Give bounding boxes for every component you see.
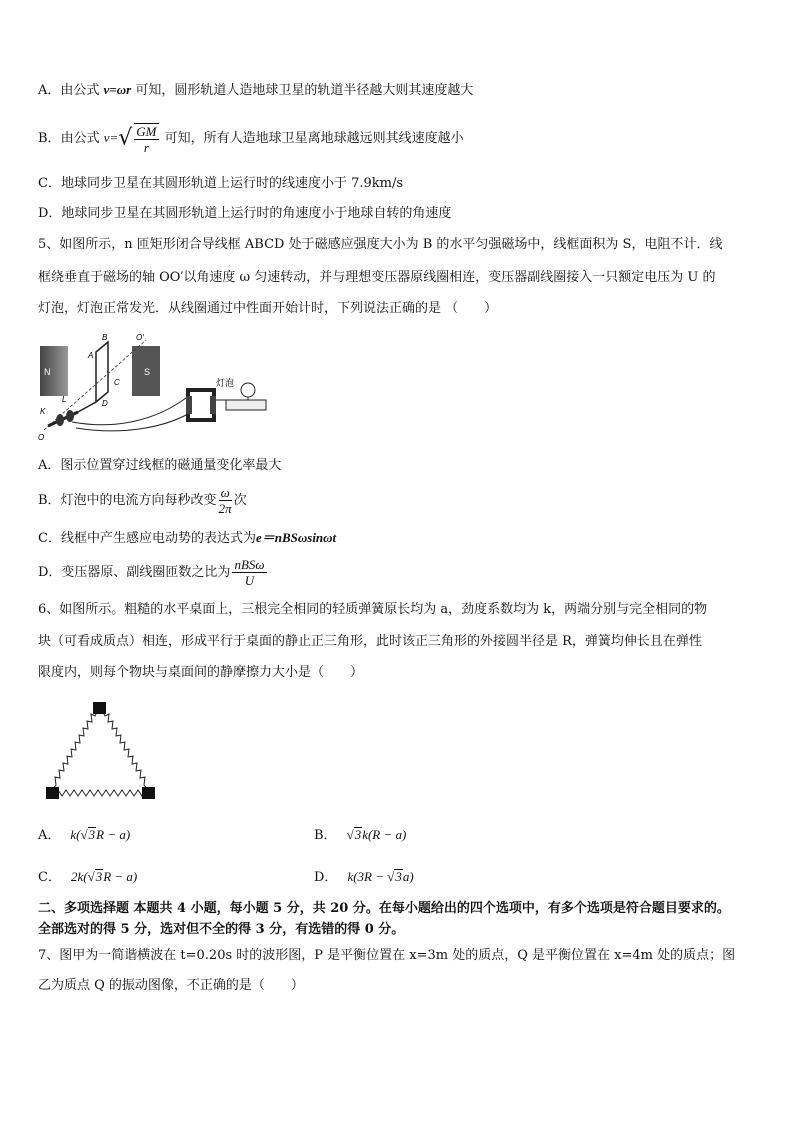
svg-text:D: D bbox=[102, 399, 108, 408]
section2-heading-line2: 全部选对的得 5 分，选对但不全的得 3 分，有选错的得 0 分。 bbox=[38, 922, 405, 937]
generator-figure bbox=[36, 330, 272, 445]
fraction-nbsw-u: $\frac{\text{nBSω}}{U}$ bbox=[234, 557, 265, 588]
svg-text:K: K bbox=[40, 407, 46, 416]
q6-stem-line2: 块（可看成质点）相连，形成平行于桌面的静止正三角形，此时该正三角形的外接圆半径是 R，弹簧均伸长且在弹性 bbox=[38, 634, 702, 649]
q5-option-d: D．变压器原、副线圈匝数之比为 $\frac{\text{nBSω}}{U}$ bbox=[38, 557, 265, 588]
block-top bbox=[93, 702, 106, 714]
q6-option-a: A． k(√3R − a) bbox=[38, 827, 131, 843]
spring-left bbox=[52, 710, 98, 790]
svg-text:L: L bbox=[62, 395, 67, 404]
q5-stem-line3: 灯泡，灯泡正常发光．从线圈通过中性面开始计时，下列说法正确的是 （ ） bbox=[38, 301, 498, 316]
q4-option-c: C．地球同步卫星在其圆形轨道上运行时的线速度小于 7.9km/s bbox=[38, 176, 404, 191]
q6-option-b: B． √3k(R − a) bbox=[314, 827, 407, 843]
formula-gm-over-r: $\frac{GM}{r}$ bbox=[136, 123, 157, 155]
q5-stem-line1: 5、如图所示，n 匝矩形闭合导线框 ABCD 处于磁感应强度大小为 B 的水平匀强磁场中，线框面积为 S，电阻不计．线 bbox=[38, 237, 723, 252]
q5-option-c: C．线框中产生感应电动势的表达式为e＝nBSωsinωt bbox=[38, 530, 337, 546]
label-s: S bbox=[144, 367, 151, 377]
q4-option-b: B．由公式 v=√ $\frac{GM}{r}$ 可知，所有人造地球卫星离地球越远则其线速度越小 bbox=[38, 123, 464, 155]
q6-stem-line1: 6、如图所示。粗糙的水平桌面上，三根完全相同的轻质弹簧原长均为 a，劲度系数均为 k，两端分别与完全相同的物 bbox=[38, 602, 708, 617]
q6-option-c: C． 2k(√3R − a) bbox=[38, 869, 138, 885]
spring-bottom bbox=[54, 790, 146, 796]
coil-frame bbox=[96, 342, 108, 402]
bulb-base bbox=[226, 400, 266, 410]
label-n: N bbox=[44, 367, 51, 377]
spring-right bbox=[102, 710, 148, 790]
fraction-omega-2pi: $\frac{\omega}{2\pi}$ bbox=[218, 485, 232, 516]
q6-stem-line3: 限度内，则每个物块与桌面间的静摩擦力大小是（ ） bbox=[38, 665, 364, 680]
svg-text:O′: O′ bbox=[136, 333, 144, 342]
q6-option-d: D． k(3R − √3a) bbox=[314, 869, 414, 885]
formula-v-omega-r: v=ωr bbox=[103, 82, 132, 97]
q4-option-d: D．地球同步卫星在其圆形轨道上运行时的角速度小于地球自转的角速度 bbox=[38, 206, 452, 221]
block-left bbox=[46, 787, 59, 799]
q7-stem-line1: 7、图甲为一简谐横波在 t=0.20s 时的波形图，P 是平衡位置在 x=3m 处的质点，Q 是平衡位置在 x=4m 处的质点；图 bbox=[38, 948, 736, 963]
bulb-icon bbox=[241, 383, 255, 397]
svg-text:O: O bbox=[38, 433, 45, 442]
block-right bbox=[142, 787, 155, 799]
label-bulb: 灯泡 bbox=[216, 378, 235, 388]
q5-stem-line2: 框绕垂直于磁场的轴 OO′以角速度 ω 匀速转动，并与理想变压器原线圈相连，变压器副线圈接入一只额定电压为 U 的 bbox=[38, 270, 716, 285]
svg-text:A: A bbox=[88, 351, 94, 360]
svg-text:B: B bbox=[102, 333, 108, 342]
svg-text:C: C bbox=[114, 378, 120, 387]
q7-stem-line2: 乙为质点 Q 的振动图像，不正确的是（ ） bbox=[38, 978, 304, 993]
q5-option-a: A．图示位置穿过线框的磁通量变化率最大 bbox=[38, 458, 282, 473]
q5-option-b: B．灯泡中的电流方向每秒改变 $\frac{\omega}{2\pi}$ 次 bbox=[38, 485, 247, 516]
spring-triangle-figure bbox=[40, 700, 160, 804]
section2-heading-line1: 二、多项选择题 本题共 4 小题，每小题 5 分，共 20 分。在每小题给出的四个选项中，有多个选项是符合题目要求的。 bbox=[38, 901, 730, 916]
q4-option-a: A．由公式 v=ωr 可知，圆形轨道人造地球卫星的轨道半径越大则其速度越大 bbox=[38, 82, 474, 98]
